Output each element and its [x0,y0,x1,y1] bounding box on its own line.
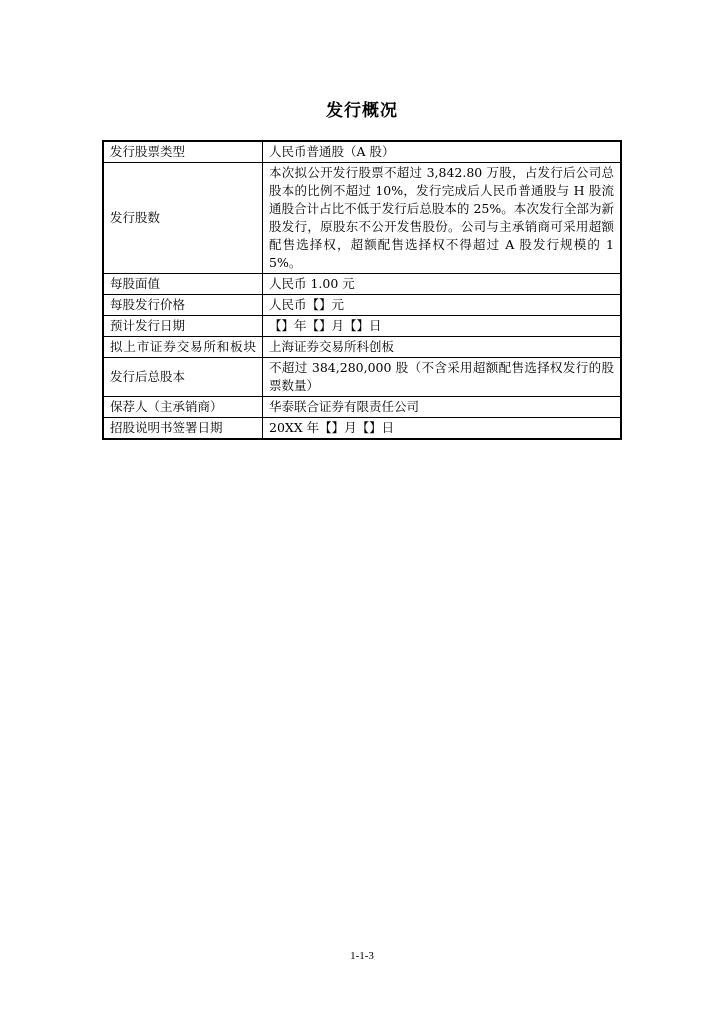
row-label-sponsor: 保荐人（主承销商） [103,397,263,418]
row-label-total-shares: 发行后总股本 [103,358,263,397]
row-label-exchange: 拟上市证券交易所和板块 [103,337,263,358]
table-row [103,316,621,337]
table-row [103,141,621,163]
row-value-share-count: 本次拟公开发行股票不超过 3,842.80 万股，占发行后公司总股本的比例不超过 10%，发行完成后人民币普通股与 H 股流通股合计占比不低于发行后总股本的 25%。本次发行全部为新股发行，原股东不公开发售股份。公司与主承销商可采用超额配售选择权，超额配售选择权不得超过 A 股发行规模的 15%。 [263,163,622,274]
row-value-issue-price: 人民币【】元 [263,295,622,316]
row-value-signing-date: 20XX 年【】月【】日 [263,418,622,440]
row-value-exchange: 上海证券交易所科创板 [263,337,622,358]
row-label-issue-price: 每股发行价格 [103,295,263,316]
row-value-issue-date: 【】年【】月【】日 [263,316,622,337]
row-label-issue-date: 预计发行日期 [103,316,263,337]
row-value-sponsor: 华泰联合证券有限责任公司 [263,397,622,418]
page-title: 发行概况 [326,101,398,121]
table-row [103,295,621,316]
table-row [103,358,621,397]
row-value-par-value: 人民币 1.00 元 [263,274,622,295]
row-label-signing-date: 招股说明书签署日期 [103,418,263,440]
row-value-stock-type: 人民币普通股（A 股） [263,141,622,163]
table-row [103,163,621,274]
table-row [103,337,621,358]
table-row [103,418,621,440]
row-value-total-shares: 不超过 384,280,000 股（不含采用超额配售选择权发行的股票数量） [263,358,622,397]
table-row [103,274,621,295]
page-number: 1-1-3 [350,950,374,962]
offering-summary-table [102,140,622,440]
row-label-share-count: 发行股数 [103,163,263,274]
row-label-stock-type: 发行股票类型 [103,141,263,163]
row-label-par-value: 每股面值 [103,274,263,295]
table-row [103,397,621,418]
